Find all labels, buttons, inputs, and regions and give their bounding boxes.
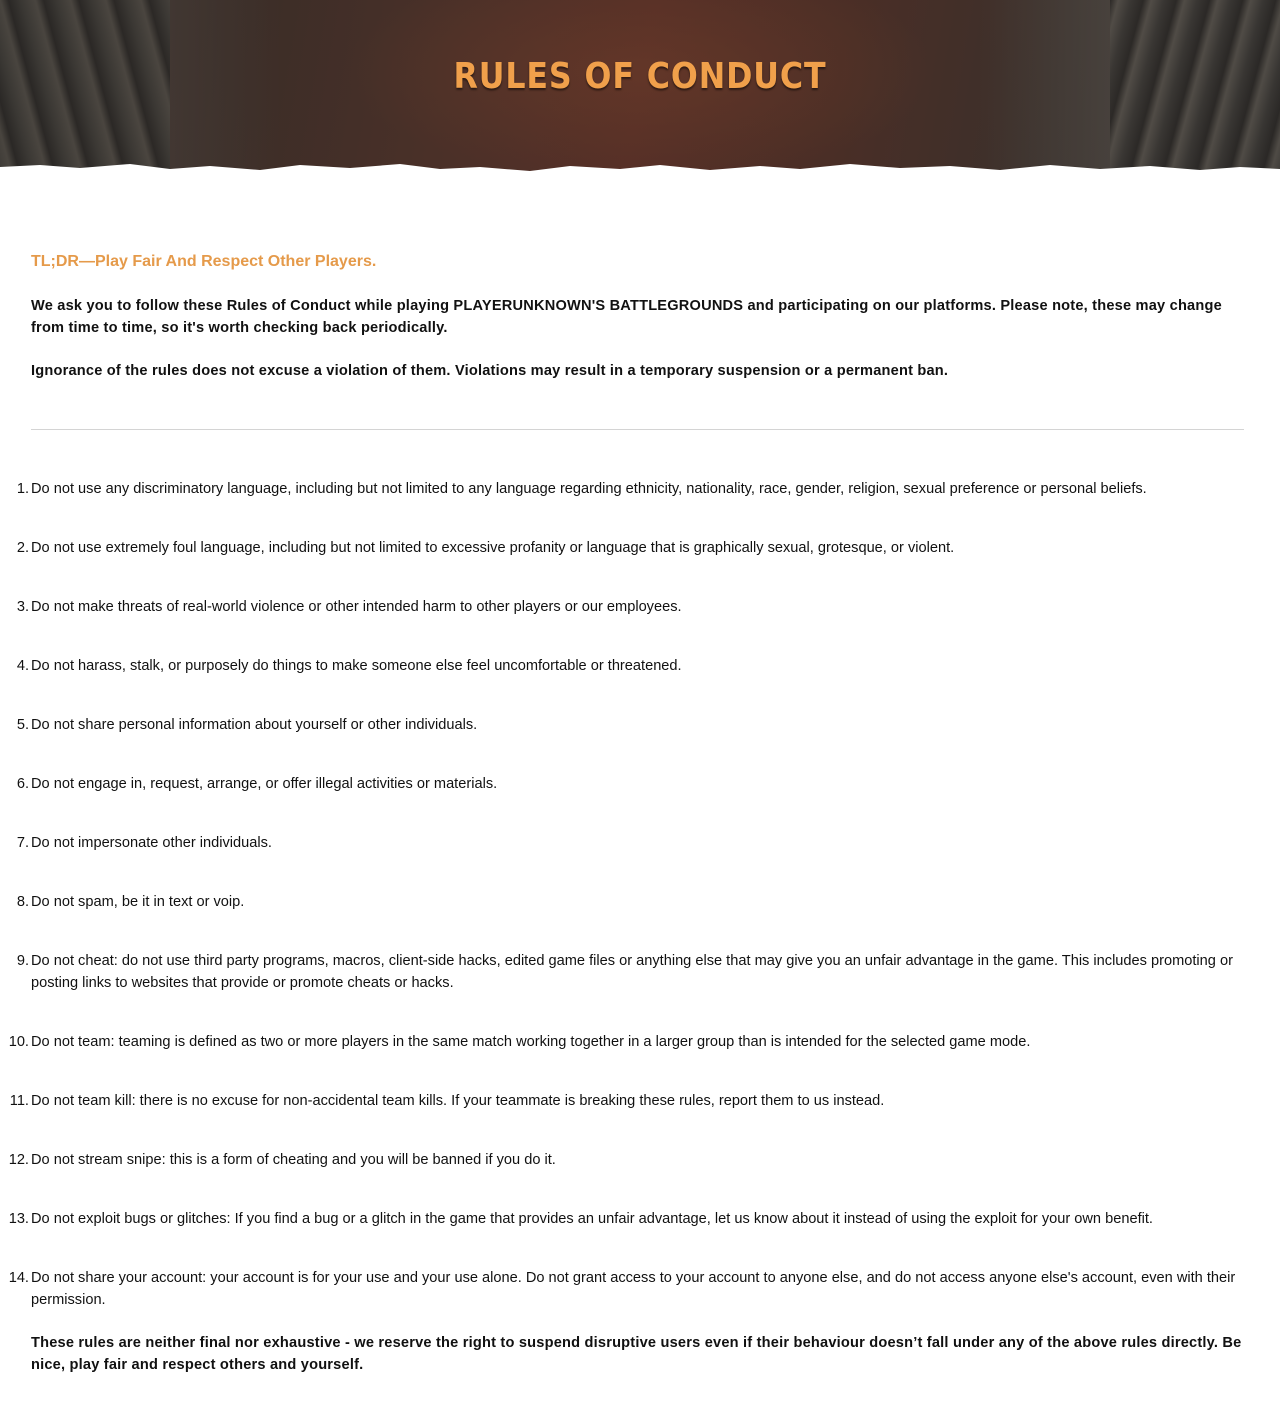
rule-text: Do not exploit bugs or glitches: If you find a bug or a glitch in the game that provides an unfair advantage, let us know about it instead of using the exploit for your own benefit. bbox=[31, 1211, 1153, 1227]
rule-item bbox=[16, 596, 1246, 618]
rule-number: 13. bbox=[8, 1211, 29, 1227]
rule-text: Do not team kill: there is no excuse for non-accidental team kills. If your teammate is breaking these rules, report them to us instead. bbox=[31, 1093, 885, 1109]
rule-text: Do not use extremely foul language, including but not limited to excessive profanity or language that is graphically sexual, grotesque, or violent. bbox=[31, 540, 955, 556]
closing-paragraph: These rules are neither final nor exhaustive - we reserve the right to suspend disruptive users even if their behaviour doesn’t fall under any of the above rules directly. Be nice, play fair and respect others and yourself. bbox=[31, 1335, 1242, 1373]
rule-text: Do not harass, stalk, or purposely do things to make someone else feel uncomfortable or threatened. bbox=[31, 658, 682, 674]
rule-text: Do not engage in, request, arrange, or offer illegal activities or materials. bbox=[31, 776, 498, 792]
rule-number: 2. bbox=[16, 540, 29, 556]
rule-number: 3. bbox=[16, 599, 29, 615]
rule-text: Do not use any discriminatory language, including but not limited to any language regarding ethnicity, nationality, race, gender, religion, sexual preference or personal beliefs. bbox=[31, 481, 1147, 497]
rule-text: Do not team: teaming is defined as two or more players in the same match working together in a larger group than is intended for the selected game mode. bbox=[31, 1034, 1031, 1050]
rules-list bbox=[8, 478, 1246, 1311]
rule-number: 12. bbox=[8, 1152, 29, 1168]
rule-item bbox=[16, 773, 1246, 795]
rule-item bbox=[8, 1267, 1246, 1311]
rule-text: Do not stream snipe: this is a form of cheating and you will be banned if you do it. bbox=[31, 1152, 556, 1168]
rule-number: 11. bbox=[9, 1093, 29, 1109]
rule-text: Do not make threats of real-world violence or other intended harm to other players or our employees. bbox=[31, 599, 682, 615]
rule-item bbox=[16, 950, 1246, 994]
torn-paper-edge bbox=[0, 161, 1280, 185]
rule-number: 10. bbox=[8, 1034, 29, 1050]
rule-text: Do not share personal information about yourself or other individuals. bbox=[31, 717, 478, 733]
rule-number: 1. bbox=[16, 481, 29, 497]
rule-item bbox=[16, 537, 1246, 559]
intro-paragraph: We ask you to follow these Rules of Conduct while playing PLAYERUNKNOWN'S BATTLEGROUNDS and participating on our platforms. Please note, these may change from time to time, so it's worth checking back periodically. bbox=[31, 298, 1222, 336]
tldr-heading: TL;DR—Play Fair And Respect Other Players. bbox=[31, 253, 377, 270]
rules-content bbox=[8, 251, 1246, 1376]
rule-number: 5. bbox=[16, 717, 29, 733]
rule-item bbox=[9, 1090, 1246, 1112]
rule-number: 7. bbox=[16, 835, 29, 851]
rule-text: Do not cheat: do not use third party programs, macros, client-side hacks, edited game files or anything else that may give you an unfair advantage in the game. This includes promoting or posting links to websites that provide or promote cheats or hacks. bbox=[31, 953, 1233, 991]
rule-number: 8. bbox=[16, 894, 29, 910]
section-divider bbox=[31, 429, 1244, 430]
rule-item bbox=[16, 714, 1246, 736]
rule-item bbox=[16, 478, 1246, 500]
rule-number: 6. bbox=[16, 776, 29, 792]
hero-banner bbox=[0, 0, 1280, 185]
rule-item bbox=[8, 1149, 1246, 1171]
page-title: RULES OF CONDUCT bbox=[453, 56, 827, 97]
rule-number: 14. bbox=[8, 1270, 29, 1286]
rule-text: Do not share your account: your account is for your use and your use alone. Do not grant access to your account to anyone else, and do not access anyone else's account, even with their permission. bbox=[31, 1270, 1236, 1308]
rule-item bbox=[8, 1208, 1246, 1230]
rule-item bbox=[8, 1031, 1246, 1053]
ignorance-paragraph: Ignorance of the rules does not excuse a violation of them. Violations may result in a temporary suspension or a permanent ban. bbox=[31, 363, 949, 379]
rule-item bbox=[16, 832, 1246, 854]
rule-text: Do not impersonate other individuals. bbox=[31, 835, 272, 851]
rule-number: 4. bbox=[16, 658, 29, 674]
rule-number: 9. bbox=[16, 953, 29, 969]
rule-item bbox=[16, 655, 1246, 677]
rule-text: Do not spam, be it in text or voip. bbox=[31, 894, 245, 910]
rule-item bbox=[16, 891, 1246, 913]
